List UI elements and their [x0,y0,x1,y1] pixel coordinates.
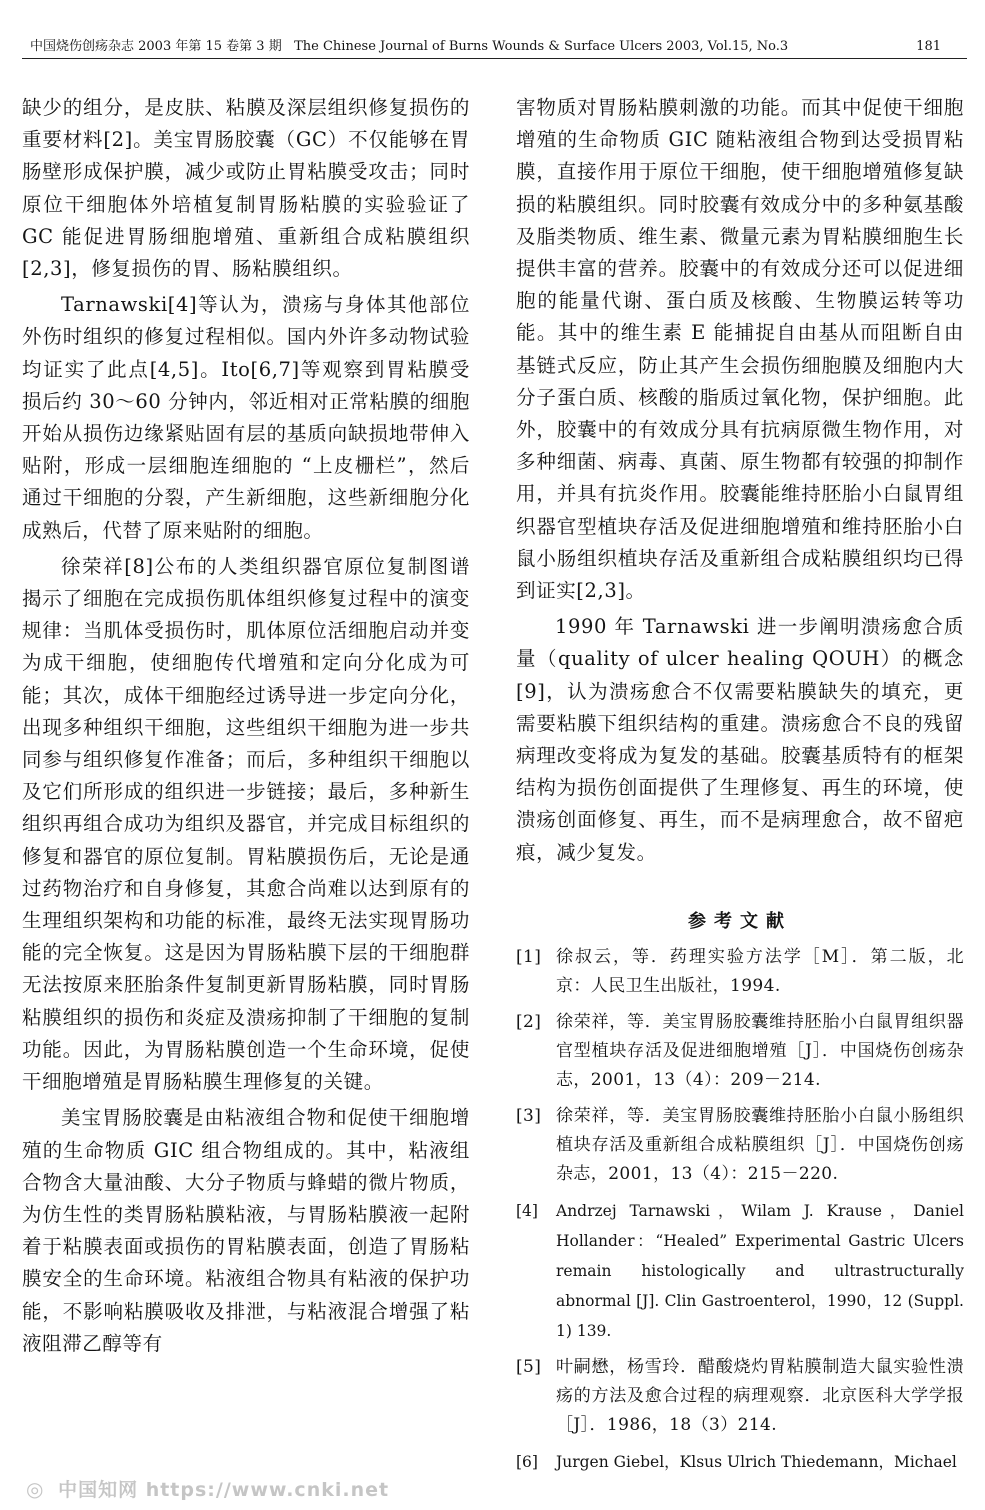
reference-text: 徐叔云，等．药理实验方法学［M］．第二版，北京：人民卫生出版社，1994. [556,946,964,996]
reference-text: 徐荣祥，等．美宝胃肠胶囊维持胚胎小白鼠小肠组织植块存活及重新组合成粘膜组织［J］．中国烧伤创疡杂志，2001，13（4）：215－220. [556,1105,964,1184]
reference-number: [1] [516,946,542,967]
reference-number: [4] [516,1201,538,1220]
journal-cn: 中国烧伤创疡杂志 2003 年第 15 卷第 3 期 [30,39,282,54]
watermark-text: 中国知网 https://www.cnki.net [58,1479,390,1501]
paragraph: 美宝胃肠胶囊是由粘液组合物和促使干细胞增殖的生命物质 GIC 组合物组成的。其中，粘液组合物含大量油酸、大分子物质与蜂蜡的微片物质，为仿生性的类胃肠粘膜粘液，与胃肠粘膜液一起附着于粘膜表面或损伤的胃粘膜表面，创造了胃肠粘膜安全的生命环境。粘液组合物具有粘液的保护功能，不影响粘膜吸收及排泄，与粘液混合增强了粘液阻滞乙醇等有 [22,1106,470,1355]
reference-text: Andrzej Tarnawski，Wilam J. Krause，Daniel Hollander：“Healed” Experimental Gastric Ulcers remain histologically and ultrastructurally abnormal [J]. Clin Gastroenterol，1990，12 (Suppl. 1) 139. [556,1201,964,1340]
right-column [516,92,964,1484]
paragraph: 缺少的组分，是皮肤、粘膜及深层组织修复损伤的重要材料[2]。美宝胃肠胶囊（GC）不仅能够在胃肠壁形成保护膜，减少或防止胃粘膜受攻击；同时原位干细胞体外培植复制胃肠粘膜的实验验证了 GC 能促进胃肠细胞增殖、重新组合成粘膜组织[2,3]，修复损伤的胃、肠粘膜组织。 [22,96,470,281]
reference-item [516,943,964,1001]
reference-number: [2] [516,1011,542,1032]
reference-item [516,1447,964,1477]
reference-text: Jurgen Giebel，Klsus Ulrich Thiedemann，Michael [556,1452,957,1471]
paragraph: Tarnawski[4]等认为，溃疡与身体其他部位外伤时组织的修复过程相似。国内外许多动物试验均证实了此点[4,5]。Ito[6,7]等观察到胃粘膜受损后约 30～60 分钟内，邻近相对正常粘膜的细胞开始从损伤边缘紧贴固有层的基质向缺损地带伸入贴附，形成一层细胞连细胞的 “上皮栅栏”，然后通过干细胞的分裂，产生新细胞，这些新细胞分化成熟后，代替了原来贴附的细胞。 [22,293,470,542]
references-heading: 参考文献 [688,910,792,932]
header-rule [22,58,967,59]
journal-citation [30,36,788,58]
journal-en: The Chinese Journal of Burns Wounds & Surface Ulcers 2003, Vol.15, No.3 [294,39,789,54]
reference-item [516,1008,964,1095]
reference-text: 叶嗣懋，杨雪玲．醋酸烧灼胃粘膜制造大鼠实验性溃疡的方法及愈合过程的病理观察．北京医科大学学报［J］．1986，18（3）214. [556,1356,964,1435]
left-column [22,92,470,1360]
reference-text: 徐荣祥，等．美宝胃肠胶囊维持胚胎小白鼠胃组织器官型植块存活及促进细胞增殖［J］．中国烧伤创疡杂志，2001，13（4）：209－214. [556,1011,964,1090]
paragraph: 徐荣祥[8]公布的人类组织器官原位复制图谱揭示了细胞在完成损伤肌体组织修复过程中的演变规律：当肌体受损伤时，肌体原位活细胞启动并变为成干细胞，使细胞传代增殖和定向分化成为可能；其次，成体干细胞经过诱导进一步定向分化，出现多种组织干细胞，这些组织干细胞为进一步共同参与组织修复作准备；而后，多种组织干细胞以及它们所形成的组织进一步链接；最后，多种新生组织再组合成功为组织及器官，并完成目标组织的修复和器官的原位复制。胃粘膜损伤后，无论是通过药物治疗和自身修复，其愈合尚难以达到原有的生理组织架构和功能的标准，最终无法实现胃肠功能的完全恢复。这是因为胃肠粘膜下层的干细胞群无法按原来胚胎条件复制更新胃肠粘膜，同时胃肠粘膜组织的损伤和炎症及溃疡抑制了干细胞的复制功能。因此，为胃肠粘膜创造一个生命环境，促使干细胞增殖是胃肠粘膜生理修复的关键。 [22,554,470,1094]
reference-number: [3] [516,1105,542,1126]
reference-number: [6] [516,1452,538,1471]
paragraph: 害物质对胃肠粘膜刺激的功能。而其中促使干细胞增殖的生命物质 GIC 随粘液组合物到达受损胃粘膜，直接作用于原位干细胞，使干细胞增殖修复缺损的粘膜组织。同时胶囊有效成分中的多种氨基酸及脂类物质、维生素、微量元素为胃粘膜细胞生长提供丰富的营养。胶囊中的有效成分还可以促进细胞的能量代谢、蛋白质及核酸、生物膜运转等功能。其中的维生素 E 能捕捉自由基从而阻断自由基链式反应，防止其产生会损伤细胞膜及细胞内大分子蛋白质、核酸的脂质过氧化物，保护细胞。此外，胶囊中的有效成分具有抗病原微生物作用，对多种细菌、病毒、真菌、原生物都有较强的抑制作用，并具有抗炎作用。胶囊能维持胚胎小白鼠胃组织器官型植块存活及促进细胞增殖和维持胚胎小白鼠小肠组织植块存活及重新组合成粘膜组织均已得到证实[2,3]。 [516,96,964,603]
reference-item [516,1102,964,1189]
reference-item [516,1353,964,1440]
running-header [22,36,967,58]
reference-number: [5] [516,1356,542,1377]
page-number: 181 [916,39,941,54]
reference-item [516,1196,964,1346]
paragraph: 1990 年 Tarnawski 进一步阐明溃疡愈合质量（quality of ulcer healing QOUH）的概念[9]，认为溃疡愈合不仅需要粘膜缺失的填充，更需要粘膜下组织结构的重建。溃疡愈合不良的残留病理改变将成为复发的基础。胶囊基质特有的框架结构为损伤创面提供了生理修复、再生的环境，使溃疡创面修复、再生，而不是病理愈合，故不留疤痕，减少复发。 [516,615,964,864]
cnki-logo-icon: ◎ [26,1477,45,1501]
cnki-watermark [26,1475,389,1502]
